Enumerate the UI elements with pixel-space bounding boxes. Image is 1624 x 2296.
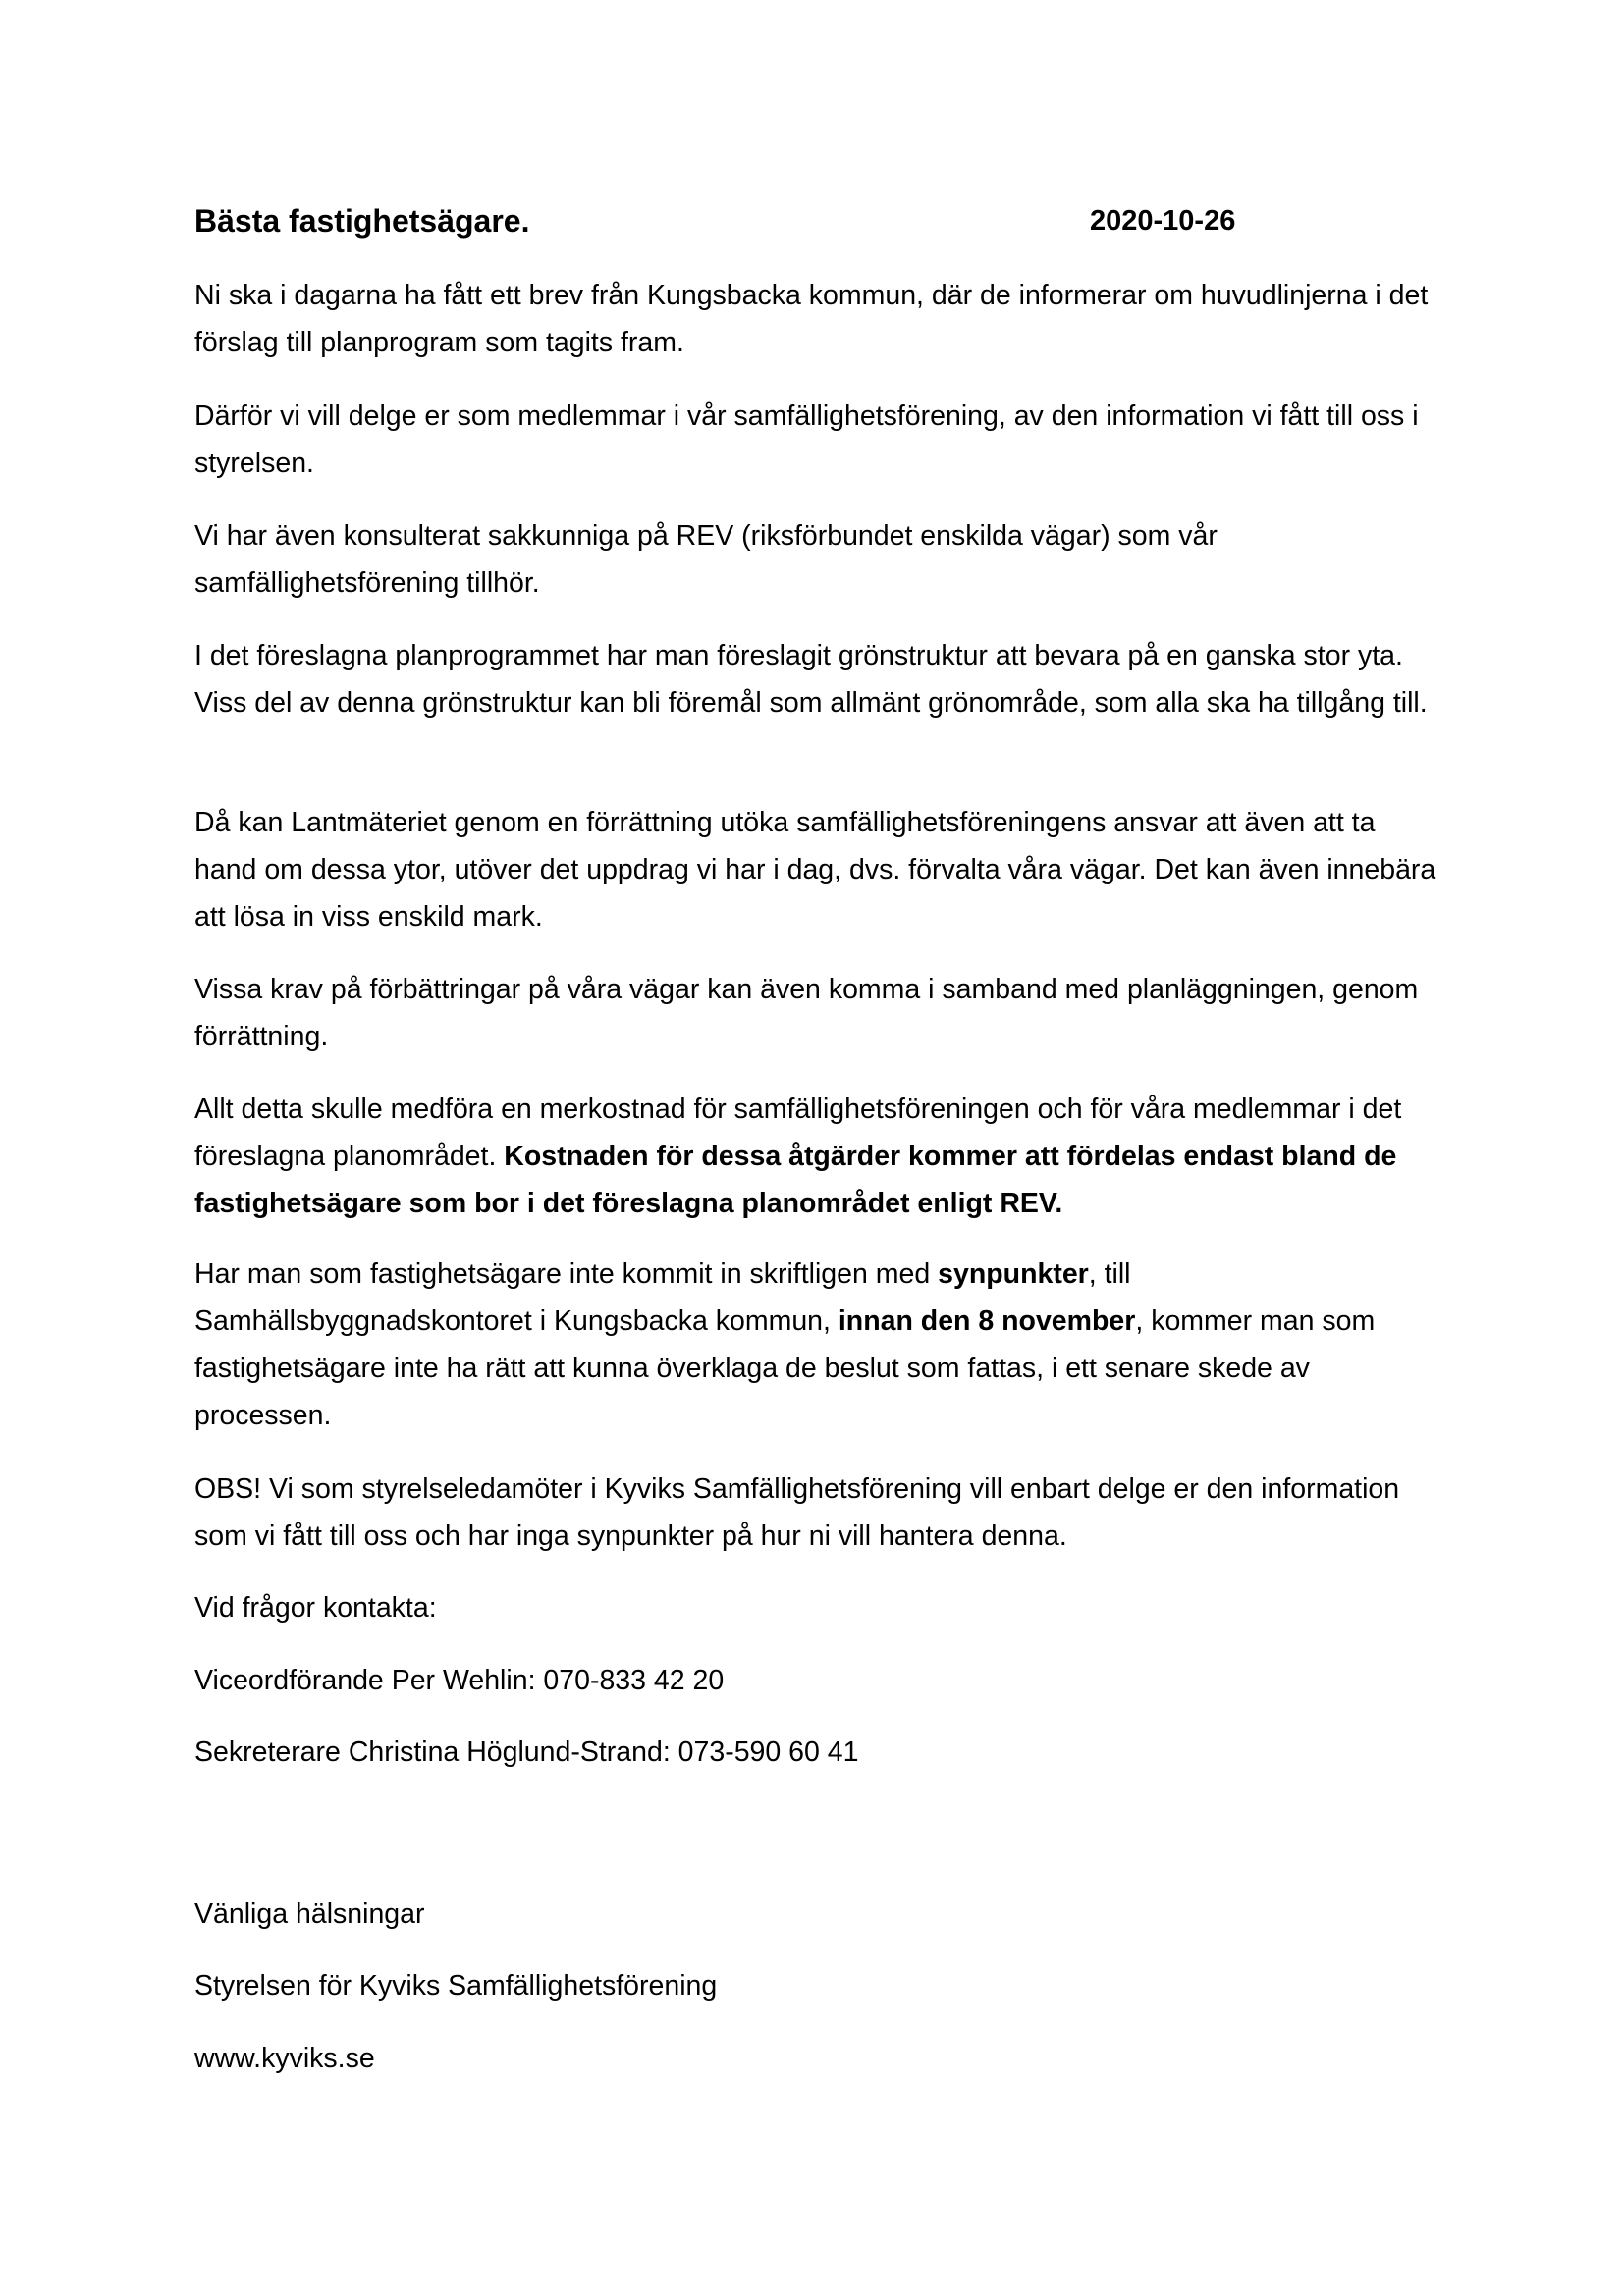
extra-cost-text: Allt detta skulle medföra en merkostnad för samfällighetsföreningen och för våra medlemmar i det föreslagna planområdet. — [194, 1094, 1402, 1172]
cost-distribution-emphasis: Kostnaden för dessa åtgärder kommer att fördelas endast bland de fastighetsägare som bor i det föreslagna planområdet enligt REV. — [194, 1141, 1397, 1219]
contact-vice-chair: Viceordförande Per Wehlin: 070-833 42 20 — [194, 1665, 725, 1696]
paragraph-lantmateriet: Då kan Lantmäteriet genom en förrättning utöka samfällighetsföreningens ansvar att även att ta hand om dessa ytor, utöver det uppdrag vi har i dag, dvs. förvalta våra vägar. Det kan även innebära att lösa in viss enskild mark. — [194, 807, 1436, 933]
paragraph-obs-note: OBS! Vi som styrelseledamöter i Kyviks Samfällighetsförening vill enbart delge er den information som vi fått till oss och har inga synpunkter på hur ni vill hantera denna. — [194, 1473, 1400, 1552]
letter-date: 2020-10-26 — [1090, 205, 1236, 237]
paragraph-extra-cost — [194, 1086, 1441, 1227]
synpunkter-emphasis: synpunkter — [938, 1258, 1089, 1290]
deadline-text-start: Har man som fastighetsägare inte kommit in skriftligen med — [194, 1258, 939, 1290]
paragraph-road-improvements: Vissa krav på förbättringar på våra vägar kan även komma i samband med planläggningen, genom förrättning. — [194, 974, 1419, 1052]
closing-signature: Styrelsen för Kyviks Samfällighetsförening — [194, 1970, 718, 2002]
deadline-date-emphasis: innan den 8 november — [838, 1306, 1136, 1337]
deadline-text-middle: , till Samhällsbyggnadskontoret i Kungsbacka kommun, — [194, 1258, 1131, 1337]
website-link[interactable]: www.kyviks.se — [194, 2043, 375, 2074]
deadline-text-end: , kommer man som fastighetsägare inte ha rätt att kunna överklaga de beslut som fattas, i ett senare skede av processen. — [194, 1306, 1376, 1431]
paragraph-green-structure: I det föreslagna planprogrammet har man föreslagit grönstruktur att bevara på en ganska stor yta. Viss del av denna grönstruktur kan bli föremål som allmänt grönområde, som alla ska ha tillgång till. — [194, 640, 1428, 719]
closing-regards: Vänliga hälsningar — [194, 1898, 425, 1930]
paragraph-rev-consultation: Vi har även konsulterat sakkunniga på REV (riksförbundet enskilda vägar) som vår samfällighetsförening tillhör. — [194, 520, 1218, 599]
paragraph-deadline — [194, 1251, 1441, 1439]
letter-header — [194, 201, 1250, 240]
paragraph-kungsbacka-letter: Ni ska i dagarna ha fått ett brev från Kungsbacka kommun, där de informerar om huvudlinjerna i det förslag till planprogram som tagits fram. — [194, 280, 1429, 358]
paragraph-share-information: Därför vi vill delge er som medlemmar i vår samfällighetsförening, av den information vi fått till oss i styrelsen. — [194, 400, 1419, 479]
contact-intro: Vid frågor kontakta: — [194, 1592, 437, 1624]
letter-greeting: Bästa fastighetsägare. — [194, 203, 530, 239]
contact-secretary: Sekreterare Christina Höglund-Strand: 073-590 60 41 — [194, 1736, 859, 1768]
